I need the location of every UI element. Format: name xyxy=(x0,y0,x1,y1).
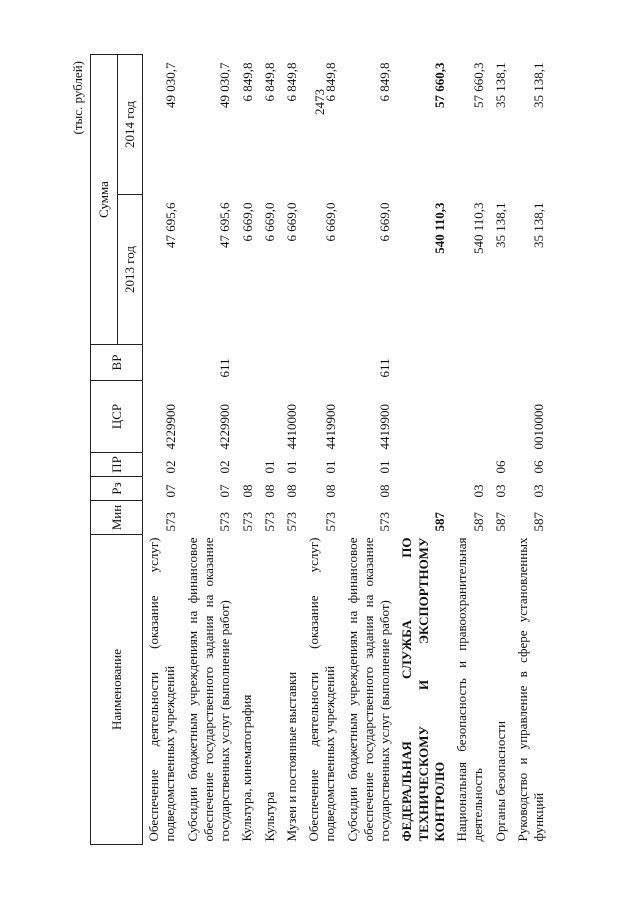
table-row xyxy=(490,55,512,845)
row-sum-2014: 6 849,8 xyxy=(284,62,299,102)
row-sum-2013: 6 669,0 xyxy=(261,202,277,242)
row-name: Культура xyxy=(261,791,277,842)
row-pr xyxy=(236,453,258,477)
header-sum: Сумма xyxy=(91,55,118,345)
table-row xyxy=(259,55,281,845)
row-pr: 01 xyxy=(322,460,338,474)
row-min: 573 xyxy=(284,512,299,532)
row-min: 587 xyxy=(531,512,547,532)
row-name: Руководство и управление в сфере установленных функций xyxy=(514,537,546,842)
header-rz: Рз xyxy=(91,477,143,501)
row-csr xyxy=(236,381,258,453)
row-sum-2013: 540 110,3 xyxy=(470,202,486,255)
row-min: 587 xyxy=(432,512,447,532)
row-rz: 08 xyxy=(239,484,255,498)
table-row xyxy=(512,55,551,845)
header-name: Наименование xyxy=(91,535,143,845)
row-name: Обеспечение деятельности (оказание услуг) подведомственных учреждений xyxy=(146,537,178,842)
header-2014: 2014 год xyxy=(118,55,143,195)
row-sum-2013: 6 669,0 xyxy=(239,202,255,242)
row-min: 587 xyxy=(470,512,486,532)
row-csr: 4410000 xyxy=(284,404,299,450)
row-rz: 07 xyxy=(162,484,178,498)
row-sum-2014: 6 849,8 xyxy=(377,62,393,102)
row-vr xyxy=(303,345,342,381)
row-pr: 02 xyxy=(162,460,178,474)
row-sum-2014: 6 849,8 xyxy=(239,62,255,102)
row-sum-2014: 35 138,1 xyxy=(531,62,547,108)
row-sum-2014: 6 849,8 xyxy=(261,62,277,102)
row-pr xyxy=(396,453,451,477)
row-rz: 08 xyxy=(322,484,338,498)
row-min: 573 xyxy=(322,512,338,532)
row-sum-2014: 57 660,3 xyxy=(432,62,447,108)
table-row xyxy=(342,55,397,845)
row-rz: 03 xyxy=(492,484,508,498)
row-sum-2013: 35 138,1 xyxy=(492,202,508,248)
table-body xyxy=(143,55,551,845)
header-pr: ПР xyxy=(91,453,143,477)
row-sum-2013: 6 669,0 xyxy=(284,202,299,242)
row-rz: 08 xyxy=(261,484,277,498)
row-pr: 02 xyxy=(217,460,233,474)
row-rz: 03 xyxy=(470,484,486,498)
row-sum-2014: 6 849,8 xyxy=(322,62,338,102)
row-name: Обеспечение деятельности (оказание услуг) подведомственных учреждений xyxy=(306,537,338,842)
row-pr: 01 xyxy=(261,460,277,474)
row-min: 573 xyxy=(239,512,255,532)
table-header xyxy=(91,55,143,845)
table-row xyxy=(303,55,342,845)
row-min: 573 xyxy=(217,512,233,532)
row-sum-2013: 35 138,1 xyxy=(531,202,547,248)
row-pr xyxy=(451,453,490,477)
row-csr: 4229900 xyxy=(217,404,233,450)
row-sum-2013: 6 669,0 xyxy=(322,202,338,242)
row-vr xyxy=(281,345,303,381)
header-vr: ВР xyxy=(91,345,143,381)
row-rz xyxy=(396,477,451,501)
row-vr: 611 xyxy=(377,358,393,378)
row-vr xyxy=(490,345,512,381)
page-number: 2473 xyxy=(312,89,327,115)
row-min: 573 xyxy=(162,512,178,532)
row-name: Культура, кинематография xyxy=(239,694,255,842)
table-row xyxy=(236,55,258,845)
row-name: Национальная безопасность и правоохранительная деятельность xyxy=(454,537,486,842)
row-vr xyxy=(236,345,258,381)
row-sum-2014: 35 138,1 xyxy=(492,62,508,108)
budget-table xyxy=(90,54,550,845)
row-sum-2014: 49 030,7 xyxy=(217,62,233,108)
table-row xyxy=(396,55,451,845)
unit-note: (тыс. рублей) xyxy=(70,61,85,135)
row-pr: 06 xyxy=(531,460,547,474)
header-min: Мин xyxy=(91,501,143,535)
row-csr: 4229900 xyxy=(162,404,178,450)
row-csr: 0010000 xyxy=(531,404,547,450)
row-sum-2014: 49 030,7 xyxy=(162,62,178,108)
row-csr: 4419900 xyxy=(322,404,338,450)
row-min: 573 xyxy=(261,512,277,532)
row-rz: 08 xyxy=(377,484,393,498)
row-csr: 4419900 xyxy=(377,404,393,450)
table-row xyxy=(182,55,237,845)
row-rz: 03 xyxy=(531,484,547,498)
row-csr xyxy=(451,381,490,453)
row-vr xyxy=(512,345,551,381)
row-rz: 07 xyxy=(217,484,233,498)
row-sum-2013: 47 695,6 xyxy=(162,202,178,248)
table-row xyxy=(143,55,182,845)
row-vr xyxy=(143,345,182,381)
row-name: Субсидии бюджетным учреждениям на финансовое обеспечение государственного задания на оказание государственных услуг (выполнение работ) xyxy=(184,537,232,842)
row-pr: 01 xyxy=(284,460,299,474)
row-name: ФЕДЕРАЛЬНАЯ СЛУЖБА ПО ТЕХНИЧЕСКОМУ И ЭКСПОРТНОМУ КОНТРОЛЮ xyxy=(399,537,447,842)
row-pr: 01 xyxy=(377,460,393,474)
table-row xyxy=(451,55,490,845)
row-sum-2013: 6 669,0 xyxy=(377,202,393,242)
row-sum-2013: 47 695,6 xyxy=(217,202,233,248)
row-vr: 611 xyxy=(217,358,233,378)
row-csr xyxy=(490,381,512,453)
row-name: Музеи и постоянные выставки xyxy=(283,671,299,842)
row-vr xyxy=(396,345,451,381)
budget-document xyxy=(70,55,625,845)
row-sum-2014: 57 660,3 xyxy=(470,62,486,108)
header-csr: ЦСР xyxy=(91,381,143,453)
row-pr: 06 xyxy=(492,460,508,474)
row-rz: 08 xyxy=(284,484,299,498)
header-2013: 2013 год xyxy=(118,195,143,345)
row-min: 573 xyxy=(377,512,393,532)
row-csr xyxy=(396,381,451,453)
row-min: 587 xyxy=(492,512,508,532)
row-name: Органы безопасности xyxy=(492,720,508,842)
row-name: Субсидии бюджетным учреждениям на финансовое обеспечение государственного задания на оказание государственных услуг (выполнение работ) xyxy=(344,537,392,842)
row-sum-2013: 540 110,3 xyxy=(432,202,447,254)
row-vr xyxy=(259,345,281,381)
row-vr xyxy=(451,345,490,381)
row-csr xyxy=(259,381,281,453)
table-row xyxy=(281,55,303,845)
